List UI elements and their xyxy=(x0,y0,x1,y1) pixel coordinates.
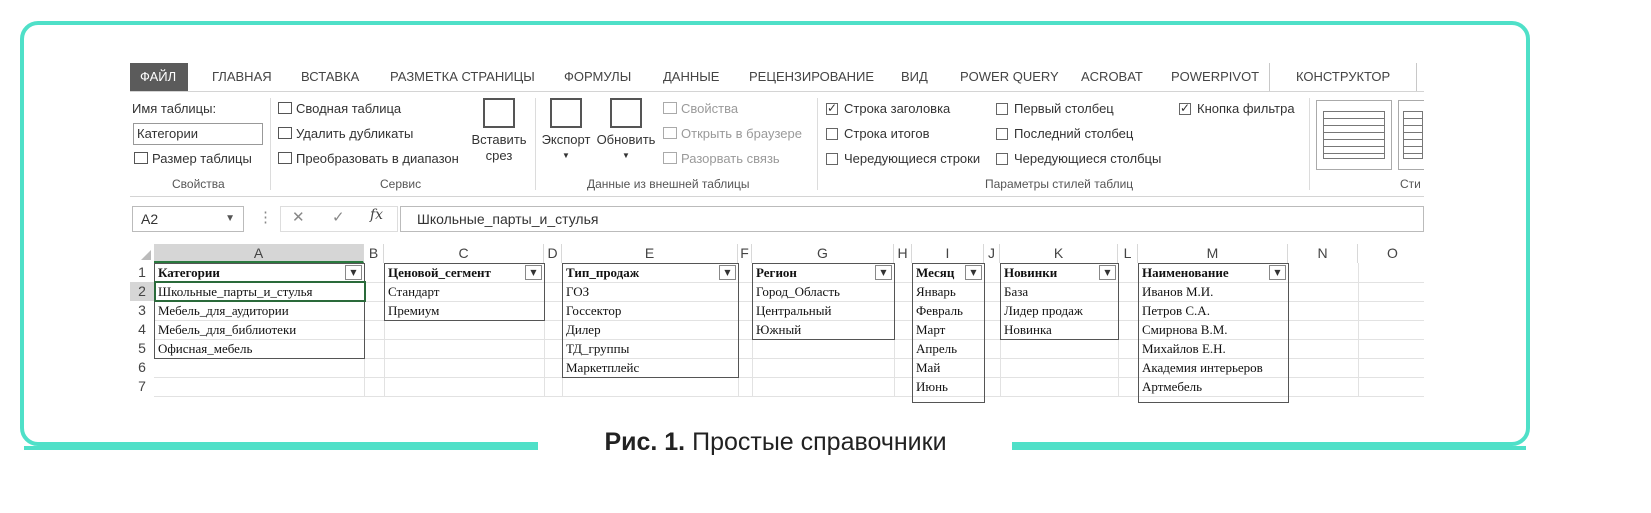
insert-function-icon[interactable]: fx xyxy=(370,207,384,223)
column-header-k[interactable]: K xyxy=(1000,244,1118,263)
banded-rows-label: Чередующиеся строки xyxy=(844,151,981,166)
ribbon xyxy=(130,91,1424,197)
remove-duplicates-label: Удалить дубликаты xyxy=(296,126,414,141)
group-separator xyxy=(1309,98,1310,190)
tab-insert[interactable]: ВСТАВКА xyxy=(301,69,360,84)
column-header-m[interactable]: M xyxy=(1138,244,1288,263)
resize-icon xyxy=(134,152,148,164)
filter-dropdown-icon[interactable]: ▼ xyxy=(1269,265,1286,280)
caption-number-overlay: Рис. 1. xyxy=(604,428,686,456)
table-cell[interactable]: Мебель_для_библиотеки xyxy=(158,322,297,337)
properties-icon xyxy=(663,102,677,114)
tab-home[interactable]: ГЛАВНАЯ xyxy=(212,69,272,84)
table-cell[interactable]: Артмебель xyxy=(1142,379,1203,394)
header-row-label: Строка заголовка xyxy=(844,101,951,116)
table-cell[interactable]: Стандарт xyxy=(388,284,440,299)
filter-dropdown-icon[interactable]: ▼ xyxy=(719,265,736,280)
banded-rows-checkbox[interactable] xyxy=(826,151,980,166)
tab-formulas[interactable]: ФОРМУЛЫ xyxy=(564,69,632,84)
table-cell[interactable]: Январь xyxy=(916,284,956,299)
tab-view[interactable]: ВИД xyxy=(901,69,928,84)
table-cell[interactable]: Новинка xyxy=(1004,322,1052,337)
properties-label: Свойства xyxy=(681,101,739,116)
column-header-l[interactable]: L xyxy=(1118,244,1138,263)
table-cell[interactable]: Мебель_для_аудитории xyxy=(158,303,289,318)
last-column-checkbox[interactable] xyxy=(996,126,1133,141)
checkbox-unchecked-icon xyxy=(996,103,1008,115)
table-cell[interactable]: Академия интерьеров xyxy=(1142,360,1263,375)
refresh-dropdown-icon: ▼ xyxy=(622,151,630,160)
group-separator xyxy=(817,98,818,190)
formula-bar xyxy=(130,204,1424,234)
table-cell[interactable]: Город_Область xyxy=(756,284,840,299)
table-name-input[interactable]: Категории xyxy=(133,123,263,145)
export-label: Экспорт xyxy=(541,132,591,147)
checkbox-unchecked-icon xyxy=(826,128,838,140)
last-column-label: Последний столбец xyxy=(1014,126,1134,141)
group-label-style-options: Параметры стилей таблиц xyxy=(985,177,1134,191)
header-cell-new-products[interactable]: Новинки xyxy=(1004,265,1058,280)
convert-to-range-button[interactable] xyxy=(278,151,459,166)
export-dropdown-icon: ▼ xyxy=(562,151,570,160)
first-column-label: Первый столбец xyxy=(1014,101,1114,116)
refresh-icon xyxy=(610,98,642,128)
pivot-table-label: Сводная таблица xyxy=(296,101,402,116)
table-cell[interactable]: База xyxy=(1004,284,1029,299)
worksheet-grid xyxy=(130,244,1424,403)
unlink-button[interactable] xyxy=(663,151,780,166)
first-column-checkbox[interactable] xyxy=(996,101,1114,116)
style-preview-icon xyxy=(1403,111,1423,159)
column-header-e[interactable]: E xyxy=(562,244,738,263)
filter-dropdown-icon[interactable]: ▼ xyxy=(1099,265,1116,280)
tab-review[interactable]: РЕЦЕНЗИРОВАНИЕ xyxy=(749,69,875,84)
table-cell[interactable]: Июнь xyxy=(916,379,948,394)
table-cell[interactable]: Май xyxy=(916,360,941,375)
checkbox-unchecked-icon xyxy=(996,153,1008,165)
table-cell[interactable]: Апрель xyxy=(916,341,958,356)
group-separator xyxy=(535,98,536,190)
remove-duplicates-button[interactable] xyxy=(278,126,413,141)
column-header-g[interactable]: G xyxy=(752,244,894,263)
table-cell[interactable]: Иванов М.И. xyxy=(1142,284,1214,299)
export-icon xyxy=(550,98,582,128)
table-cell[interactable]: Маркетплейс xyxy=(566,360,640,375)
table-cell[interactable]: Госсектор xyxy=(566,303,622,318)
header-cell-sales-type[interactable]: Тип_продаж xyxy=(566,265,640,280)
checkbox-checked-icon xyxy=(826,103,838,115)
filter-dropdown-icon[interactable]: ▼ xyxy=(875,265,892,280)
tab-powerpivot[interactable]: POWERPIVOT xyxy=(1171,69,1260,84)
total-row-checkbox[interactable] xyxy=(826,126,930,141)
filter-button-checkbox[interactable] xyxy=(1179,101,1295,116)
tab-data[interactable]: ДАННЫЕ xyxy=(663,69,720,84)
ribbon-tabs xyxy=(130,63,1424,93)
row-header-6[interactable]: 6 xyxy=(130,358,154,377)
row-header-4[interactable]: 4 xyxy=(130,320,154,339)
table-style-swatch[interactable] xyxy=(1316,100,1392,170)
banded-columns-label: Чередующиеся столбцы xyxy=(1014,151,1162,166)
confirm-icon[interactable]: ✓ xyxy=(332,209,345,226)
column-header-h[interactable]: H xyxy=(894,244,912,263)
open-in-browser-label: Открыть в браузере xyxy=(681,126,802,141)
group-label-styles: Сти xyxy=(1400,177,1421,191)
table-cell[interactable]: Центральный xyxy=(756,303,832,318)
total-row-label: Строка итогов xyxy=(844,126,930,141)
resize-table-label: Размер таблицы xyxy=(152,151,252,166)
tab-acrobat[interactable]: ACROBAT xyxy=(1081,69,1143,84)
caption-text-overlay: Простые справочники xyxy=(692,428,947,456)
header-cell-month[interactable]: Месяц xyxy=(916,265,955,280)
column-header-f[interactable]: F xyxy=(738,244,752,263)
remove-duplicates-icon xyxy=(278,127,292,139)
cancel-icon[interactable]: ✕ xyxy=(292,209,305,226)
header-cell-names[interactable]: Наименование xyxy=(1142,265,1229,280)
header-cell-region[interactable]: Регион xyxy=(756,265,797,280)
header-row-checkbox[interactable] xyxy=(826,101,950,116)
table-cell[interactable]: Южный xyxy=(756,322,802,337)
row-header-5[interactable]: 5 xyxy=(130,339,154,358)
column-header-a[interactable]: A xyxy=(154,244,364,263)
properties-button[interactable] xyxy=(663,101,738,116)
table-style-swatch[interactable] xyxy=(1398,100,1424,170)
column-header-c[interactable]: C xyxy=(384,244,544,263)
table-cell[interactable]: Смирнова В.М. xyxy=(1142,322,1228,337)
convert-icon xyxy=(278,152,292,164)
table-cell[interactable]: Офисная_мебель xyxy=(158,341,253,356)
export-button[interactable] xyxy=(538,98,594,164)
table-cell[interactable]: Март xyxy=(916,322,946,337)
table-cell[interactable]: Премиум xyxy=(388,303,440,318)
checkbox-unchecked-icon xyxy=(826,153,838,165)
insert-slicer-button[interactable] xyxy=(470,98,528,164)
convert-to-range-label: Преобразовать в диапазон xyxy=(296,151,459,166)
column-header-i[interactable]: I xyxy=(912,244,984,263)
banded-columns-checkbox[interactable] xyxy=(996,151,1161,166)
column-header-b[interactable]: B xyxy=(364,244,384,263)
pivot-icon xyxy=(278,102,292,114)
name-box-value: A2 xyxy=(141,211,159,227)
slicer-label-2: срез xyxy=(485,148,513,163)
tab-file[interactable]: ФАЙЛ xyxy=(130,63,188,91)
table-cell[interactable]: ГОЗ xyxy=(566,284,590,299)
formula-input[interactable]: Школьные_парты_и_стулья xyxy=(400,206,1424,232)
select-all-corner[interactable] xyxy=(130,244,154,263)
filter-button-label: Кнопка фильтра xyxy=(1197,101,1295,116)
table-cell[interactable]: Михайлов Е.Н. xyxy=(1142,341,1226,356)
slicer-label-1: Вставить xyxy=(471,132,527,147)
name-box[interactable] xyxy=(132,206,244,232)
slicer-icon xyxy=(483,98,515,128)
table-cell[interactable]: ТД_группы xyxy=(566,341,630,356)
tab-page-layout[interactable]: РАЗМЕТКА СТРАНИЦЫ xyxy=(390,69,535,84)
header-cell-categories[interactable]: Категории xyxy=(158,265,220,280)
group-label-service: Сервис xyxy=(380,177,422,191)
column-header-d[interactable]: D xyxy=(544,244,562,263)
checkbox-checked-icon xyxy=(1179,103,1191,115)
gridline xyxy=(1358,263,1359,397)
header-cell-price-segment[interactable]: Ценовой_сегмент xyxy=(388,265,491,280)
row-header-1[interactable]: 1 xyxy=(130,263,154,282)
excel-window xyxy=(130,63,1424,403)
open-in-browser-button[interactable] xyxy=(663,126,802,141)
group-separator xyxy=(270,98,271,190)
more-icon: ⋮ xyxy=(258,209,273,226)
resize-table-button[interactable] xyxy=(134,151,252,166)
tab-power-query[interactable]: POWER QUERY xyxy=(960,69,1059,84)
table-cell[interactable]: Февраль xyxy=(916,303,963,318)
column-header-n[interactable]: N xyxy=(1288,244,1358,263)
unlink-icon xyxy=(663,152,677,164)
active-cell-cursor xyxy=(154,281,366,302)
row-header-2[interactable]: 2 xyxy=(130,282,154,301)
browser-icon xyxy=(663,127,677,139)
group-label-external: Данные из внешней таблицы xyxy=(587,177,750,191)
row-header-7[interactable]: 7 xyxy=(130,377,154,396)
column-header-j[interactable]: J xyxy=(984,244,1000,263)
column-header-o[interactable]: O xyxy=(1358,244,1424,263)
filter-dropdown-icon[interactable]: ▼ xyxy=(345,265,362,280)
figure-caption-overlay xyxy=(0,428,1551,457)
pivot-table-button[interactable] xyxy=(278,101,401,116)
unlink-label: Разорвать связь xyxy=(681,151,780,166)
style-preview-icon xyxy=(1323,111,1385,159)
tab-design[interactable]: КОНСТРУКТОР xyxy=(1269,63,1417,94)
refresh-button[interactable] xyxy=(596,98,656,164)
filter-dropdown-icon[interactable]: ▼ xyxy=(525,265,542,280)
refresh-label: Обновить xyxy=(596,132,656,147)
table-cell[interactable]: Школьные_парты_и_стулья xyxy=(158,284,313,299)
table-cell[interactable]: Лидер продаж xyxy=(1004,303,1083,318)
row-header-3[interactable]: 3 xyxy=(130,301,154,320)
table-cell[interactable]: Дилер xyxy=(566,322,601,337)
chevron-down-icon[interactable]: ▼ xyxy=(225,213,235,224)
table-cell[interactable]: Петров С.А. xyxy=(1142,303,1210,318)
corner-triangle-icon xyxy=(141,250,151,260)
checkbox-unchecked-icon xyxy=(996,128,1008,140)
table-name-label: Имя таблицы: xyxy=(132,101,217,116)
group-label-properties: Свойства xyxy=(172,177,225,191)
filter-dropdown-icon[interactable]: ▼ xyxy=(965,265,982,280)
